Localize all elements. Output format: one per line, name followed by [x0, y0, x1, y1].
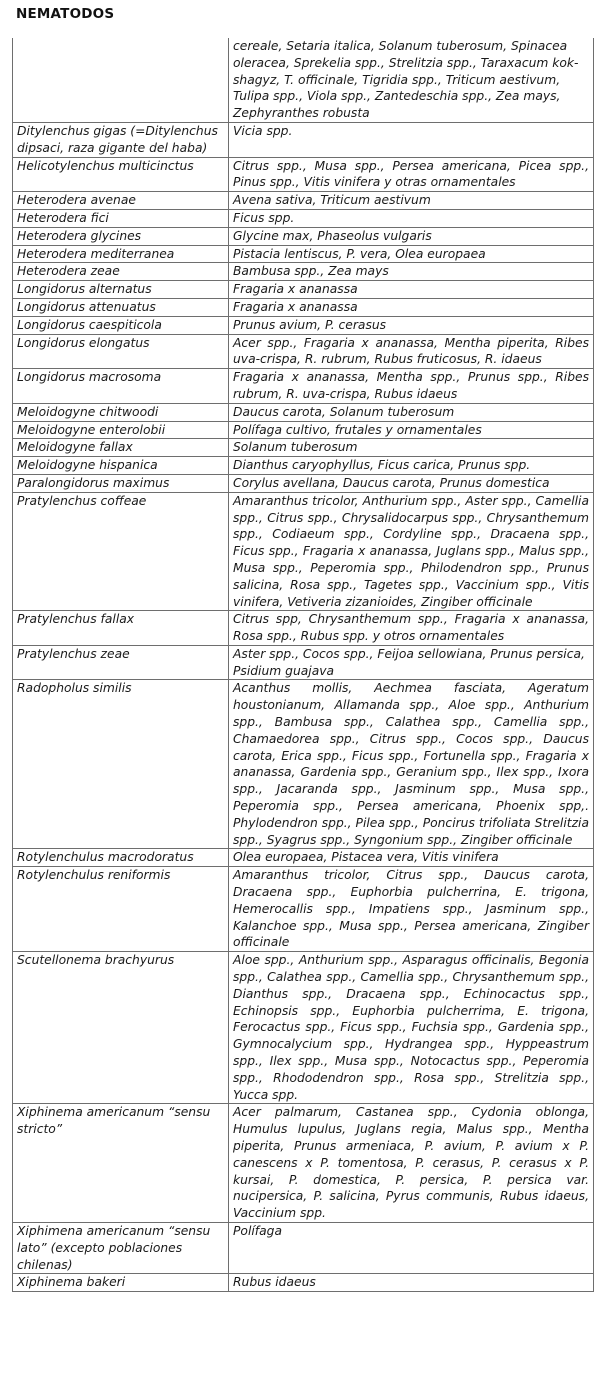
page-title: NEMATODOS: [16, 6, 115, 22]
hosts-cell: Prunus avium, P. cerasus: [229, 316, 594, 334]
hosts-cell: Corylus avellana, Daucus carota, Prunus domestica: [229, 474, 594, 492]
species-cell: Paralongidorus maximus: [13, 474, 229, 492]
table-row: [13, 157, 594, 192]
table-row: [13, 439, 594, 457]
table-row: [13, 645, 594, 680]
hosts-cell: cereale, Setaria italica, Solanum tuberosum, Spinacea oleracea, Sprekelia spp., Strelitzia spp., Taraxacum kok-shagyz, T. officinale, Tigridia spp., Triticum aestivum, Tulipa spp., Viola spp., Zantedeschia spp., Zea mays, Zephyranthes robusta: [229, 38, 594, 122]
table-row: [13, 611, 594, 646]
table-row: [13, 1222, 594, 1273]
species-cell: Heterodera mediterranea: [13, 245, 229, 263]
hosts-cell: Amaranthus tricolor, Citrus spp., Daucus carota, Dracaena spp., Euphorbia pulcherrina, E. trigona, Hemerocallis spp., Impatiens spp., Jasminum spp., Kalanchoe spp., Musa spp., Persea americana, Zingiber officinale: [229, 867, 594, 952]
table-row: [13, 38, 594, 122]
species-cell: Pratylenchus coffeae: [13, 492, 229, 611]
hosts-cell: Ficus spp.: [229, 209, 594, 227]
species-cell: Longidorus macrosoma: [13, 369, 229, 404]
nematode-host-table: [12, 38, 594, 1292]
species-cell: Heterodera glycines: [13, 227, 229, 245]
species-cell: Longidorus attenuatus: [13, 298, 229, 316]
hosts-cell: Fragaria x ananassa: [229, 281, 594, 299]
table-row: [13, 680, 594, 849]
table-row: [13, 403, 594, 421]
species-cell: Rotylenchulus reniformis: [13, 867, 229, 952]
species-cell: Longidorus caespiticola: [13, 316, 229, 334]
hosts-cell: Acer palmarum, Castanea spp., Cydonia oblonga, Humulus lupulus, Juglans regia, Malus spp., Mentha piperita, Prunus armeniaca, P. avium, P. avium x P. canescens x P. tomentosa, P. cerasus, P. cerasus x P. kursai, P. domestica, P. persica, P. persica var. nucipersica, P. salicina, Pyrus communis, Rubus idaeus, Vaccinium spp.: [229, 1104, 594, 1223]
table-row: [13, 263, 594, 281]
table-row: [13, 192, 594, 210]
hosts-cell: Olea europaea, Pistacea vera, Vitis vinifera: [229, 849, 594, 867]
species-cell: Xiphinema bakeri: [13, 1274, 229, 1292]
table-row: [13, 1104, 594, 1223]
hosts-cell: Rubus idaeus: [229, 1274, 594, 1292]
species-cell: Meloidogyne hispanica: [13, 457, 229, 475]
hosts-cell: Solanum tuberosum: [229, 439, 594, 457]
species-cell: Rotylenchulus macrodoratus: [13, 849, 229, 867]
hosts-cell: Aster spp., Cocos spp., Feijoa sellowiana, Prunus persica, Psidium guajava: [229, 645, 594, 680]
species-cell: Ditylenchus gigas (=Ditylenchus dipsaci, raza gigante del haba): [13, 122, 229, 157]
table-row: [13, 316, 594, 334]
table-row: [13, 457, 594, 475]
species-cell: Xiphinema americanum “sensu stricto”: [13, 1104, 229, 1223]
species-cell: Meloidogyne fallax: [13, 439, 229, 457]
species-cell: Scutellonema brachyurus: [13, 952, 229, 1104]
table-row: [13, 421, 594, 439]
species-cell: Radopholus similis: [13, 680, 229, 849]
species-cell: Longidorus alternatus: [13, 281, 229, 299]
table-row: [13, 474, 594, 492]
species-cell: Meloidogyne enterolobii: [13, 421, 229, 439]
species-cell: Xiphimena americanum “sensu lato” (excepto poblaciones chilenas): [13, 1222, 229, 1273]
hosts-cell: Polífaga: [229, 1222, 594, 1273]
species-cell: Heterodera fici: [13, 209, 229, 227]
table-row: [13, 122, 594, 157]
table-row: [13, 867, 594, 952]
hosts-cell: Daucus carota, Solanum tuberosum: [229, 403, 594, 421]
hosts-cell: Acer spp., Fragaria x ananassa, Mentha piperita, Ribes uva-crispa, R. rubrum, Rubus fruticosus, R. idaeus: [229, 334, 594, 369]
table-row: [13, 281, 594, 299]
hosts-cell: Avena sativa, Triticum aestivum: [229, 192, 594, 210]
table-row: [13, 334, 594, 369]
table-row: [13, 952, 594, 1104]
hosts-cell: Dianthus caryophyllus, Ficus carica, Prunus spp.: [229, 457, 594, 475]
hosts-cell: Fragaria x ananassa: [229, 298, 594, 316]
species-cell: [13, 38, 229, 122]
hosts-cell: Bambusa spp., Zea mays: [229, 263, 594, 281]
species-cell: Heterodera avenae: [13, 192, 229, 210]
species-cell: Helicotylenchus multicinctus: [13, 157, 229, 192]
table-row: [13, 1274, 594, 1292]
species-cell: Meloidogyne chitwoodi: [13, 403, 229, 421]
species-cell: Longidorus elongatus: [13, 334, 229, 369]
species-cell: Pratylenchus fallax: [13, 611, 229, 646]
table-row: [13, 209, 594, 227]
hosts-cell: Vicia spp.: [229, 122, 594, 157]
table-row: [13, 492, 594, 611]
hosts-cell: Citrus spp, Chrysanthemum spp., Fragaria x ananassa, Rosa spp., Rubus spp. y otros ornamentales: [229, 611, 594, 646]
species-cell: Pratylenchus zeae: [13, 645, 229, 680]
hosts-cell: Polífaga cultivo, frutales y ornamentales: [229, 421, 594, 439]
hosts-cell: Acanthus mollis, Aechmea fasciata, Ageratum houstonianum, Allamanda spp., Aloe spp., Anthurium spp., Bambusa spp., Calathea spp., Camellia spp., Chamaedorea spp., Citrus spp., Cocos spp., Daucus carota, Erica spp., Ficus spp., Fortunella spp., Fragaria x ananassa, Gardenia spp., Geranium spp., Ilex spp., Ixora spp., Jacaranda spp., Jasminum spp., Musa spp., Peperomia spp., Persea americana, Phoenix spp,. Phylodendron spp., Pilea spp., Poncirus trifoliata Strelitzia spp., Syagrus spp., Syngonium spp., Zingiber officinale: [229, 680, 594, 849]
hosts-cell: Glycine max, Phaseolus vulgaris: [229, 227, 594, 245]
hosts-cell: Citrus spp., Musa spp., Persea americana, Picea spp., Pinus spp., Vitis vinifera y otras ornamentales: [229, 157, 594, 192]
hosts-cell: Fragaria x ananassa, Mentha spp., Prunus spp., Ribes rubrum, R. uva-crispa, Rubus idaeus: [229, 369, 594, 404]
table-row: [13, 227, 594, 245]
hosts-cell: Pistacia lentiscus, P. vera, Olea europaea: [229, 245, 594, 263]
table-row: [13, 298, 594, 316]
table-row: [13, 369, 594, 404]
species-cell: Heterodera zeae: [13, 263, 229, 281]
table-row: [13, 849, 594, 867]
hosts-cell: Amaranthus tricolor, Anthurium spp., Aster spp., Camellia spp., Citrus spp., Chrysalidocarpus spp., Chrysanthemum spp., Codiaeum spp., Cordyline spp., Dracaena spp., Ficus spp., Fragaria x ananassa, Juglans spp., Malus spp., Musa spp., Peperomia spp., Philodendron spp., Prunus salicina, Rosa spp., Tagetes spp., Vaccinium spp., Vitis vinifera, Vetiveria zizanioides, Zingiber officinale: [229, 492, 594, 611]
hosts-cell: Aloe spp., Anthurium spp., Asparagus officinalis, Begonia spp., Calathea spp., Camellia spp., Chrysanthemum spp., Dianthus spp., Dracaena spp., Echinocactus spp., Echinopsis spp., Euphorbia pulcherrima, E. trigona, Ferocactus spp., Ficus spp., Fuchsia spp., Gardenia spp., Gymnocalycium spp., Hydrangea spp., Hyppeastrum spp., Ilex spp., Musa spp., Notocactus spp., Peperomia spp., Rhododendron spp., Rosa spp., Strelitzia spp., Yucca spp.: [229, 952, 594, 1104]
table-row: [13, 245, 594, 263]
